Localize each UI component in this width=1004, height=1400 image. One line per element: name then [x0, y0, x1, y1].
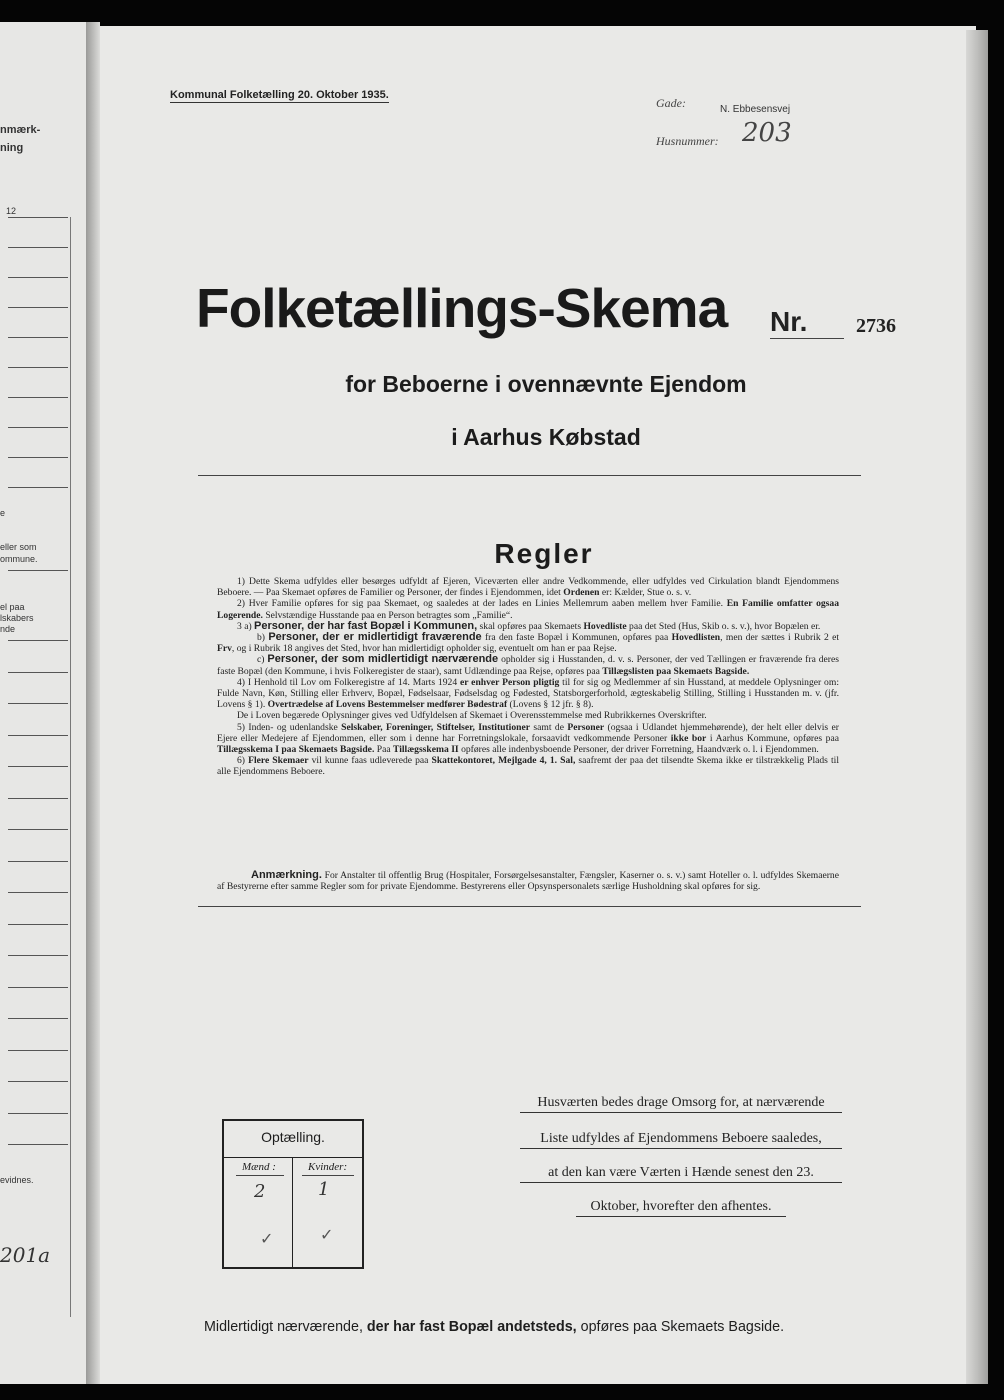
- left-rule: [8, 457, 68, 458]
- rule-4: 4) I Henhold til Lov om Folkeregistre af 14. Marts 1924 er enhver Person pligtig til for sig og Medlemmer af sin Husstand, at meddele Oplysninger om: Fulde Navn, Køn, Stilling eller Erhverv, Bopæl, Fødselsaar, Fødselsdag og Fødested, Statsborgerforhold, ægteskabelig Stilling, Stilling i Husstanden m. v. (jfr. Lovens § 1). Overtrædelse af Lovens Bestemmelser medfører Bødestraf (Lovens § 12 jfr. § 8).: [217, 676, 839, 711]
- left-rule: [8, 570, 68, 571]
- rule-1: 1) Dette Skema udfyldes eller besørges udfyldt af Ejeren, Viceværten eller andre Vedkommende, eller udfyldes ved Cirkulation blandt Ejendommens Beboere. — Paa Skemaet opføres de Familier og Personer, der findes i Ejendommen, idet Ordenen er: Kælder, Stue o. s. v.: [217, 576, 839, 599]
- form-number: 2736: [856, 315, 896, 337]
- left-column-line: [70, 217, 71, 1317]
- husnummer-label: Husnummer:: [656, 134, 719, 148]
- left-rule: [8, 487, 68, 488]
- gade-label: Gade:: [656, 96, 686, 110]
- left-rule: [8, 1081, 68, 1082]
- rule-3a: 3 a) Personer, der har fast Bopæl i Kommunen, skal opføres paa Skemaets Hovedliste paa det Sted (Hus, Skib o. s. v.), hvor Bopælen er.: [237, 619, 821, 632]
- left-rule: [8, 955, 68, 956]
- left-fragment: nmærk-: [0, 124, 41, 136]
- left-rule: [8, 397, 68, 398]
- census-header: Kommunal Folketælling 20. Oktober 1935.: [170, 89, 389, 101]
- left-rule: [8, 247, 68, 248]
- page-edge: [966, 30, 988, 1384]
- form-title: Folketællings-Skema: [196, 277, 728, 339]
- left-rule: [8, 987, 68, 988]
- left-fragment: el paa: [0, 602, 25, 612]
- left-fragment: e: [0, 508, 6, 518]
- maend-label: Mænd :: [242, 1161, 276, 1173]
- rule-4-note: De i Loven begærede Oplysninger gives ved Udfyldelsen af Skemaet i Overensstemmelse med Rubrikkernes Overskrifter.: [237, 710, 707, 722]
- left-rule: [8, 277, 68, 278]
- husnummer-value: 203: [742, 118, 792, 148]
- left-rule: [8, 367, 68, 368]
- left-fragment: ommune.: [0, 554, 38, 564]
- optaelling-divider: [292, 1157, 293, 1267]
- left-rule: [8, 829, 68, 830]
- book-gutter: [86, 22, 100, 1384]
- kvinder-label: Kvinder:: [308, 1161, 348, 1173]
- rule-2: 2) Hver Familie opføres for sig paa Skemaet, og saaledes at der lades en Linies Mellemrum aaben mellem hver Familie. En Familie omfatter ogsaa Logerende. Selvstændige Husstande paa en Person betragtes som „Familie“.: [217, 598, 839, 621]
- left-fragment: evidnes.: [0, 1175, 34, 1185]
- left-fragment: eller som: [0, 542, 37, 552]
- rule-3b: b) Personer, der er midlertidigt fraværende fra den faste Bopæl i Kommunen, opføres paa Hovedlisten, men der sættes i Rubrik 2 et Frv, og i Rubrik 18 angives det Sted, hvor han midlertidigt opholder sig, eventuelt om han er paa Rejse.: [217, 631, 840, 655]
- left-rule: [8, 924, 68, 925]
- left-rule: [8, 766, 68, 767]
- form-subtitle-city: i Aarhus Købstad: [451, 424, 641, 450]
- left-fragment: ning: [0, 142, 24, 154]
- left-rule: [8, 703, 68, 704]
- rules-text: [217, 576, 839, 778]
- rule-5: 5) Inden- og udenlandske Selskaber, Foreninger, Stiftelser, Institutioner samt de Personer (ogsaa i Udlandet hjemmehørende), der helt eller delvis er Ejere eller Medejere af Ejendommen, eller som i denne har Forretningslokale, forsaavidt vedkommende Personer ikke bor i Aarhus Kommune, opføres paa Tillægsskema I paa Skemaets Bagside. Paa Tillægsskema II opføres alle indenbysboende Personer, der driver Forretning, Haandværk o. l. i Ejendommen.: [217, 721, 839, 756]
- census-form-page: [100, 26, 976, 1384]
- left-rule: [8, 337, 68, 338]
- left-rule: [8, 217, 68, 218]
- form-number-label: Nr.: [770, 306, 808, 337]
- left-fragment: lskabers: [0, 613, 34, 623]
- maend-underline: [236, 1175, 284, 1176]
- left-rule: [8, 1018, 68, 1019]
- left-rule: [8, 307, 68, 308]
- left-handwriting: 201a: [0, 1243, 51, 1267]
- footer-note: Midlertidigt nærværende, der har fast Bopæl andetsteds, opføres paa Skemaets Bagside.: [204, 1319, 785, 1335]
- notice-line-2: Liste udfyldes af Ejendommens Beboere saaledes,: [520, 1131, 842, 1149]
- optaelling-box: [222, 1119, 364, 1269]
- left-fragment: 12: [6, 206, 17, 216]
- optaelling-title: Optælling.: [261, 1129, 325, 1145]
- gade-value: N. Ebbesensvej: [720, 104, 791, 115]
- rule-3c: c) Personer, der som midlertidigt nærværende opholder sig i Husstanden, d. v. s. Personer, der ved Tællingen er fraværende fra deres faste Bopæl (den Kommune, i hvis Folkeregister de staar), samt Udlændinge paa Rejse, opføres paa Tillægslisten paa Skemaets Bagside.: [217, 653, 839, 677]
- left-rule: [8, 1050, 68, 1051]
- left-rule: [8, 427, 68, 428]
- notice-line-4: Oktober, hvorefter den afhentes.: [576, 1199, 786, 1217]
- kvinder-checkmark: ✓: [320, 1225, 334, 1244]
- left-fragment: nde: [0, 624, 16, 634]
- left-rule: [8, 1113, 68, 1114]
- left-rule: [8, 1144, 68, 1145]
- form-subtitle: for Beboerne i ovennævnte Ejendom: [345, 371, 747, 397]
- form-number-underline: [770, 338, 844, 339]
- adjacent-page-fragment: [0, 22, 88, 1384]
- rule-6: 6) Flere Skemaer vil kunne faas udleverede paa Skattekontoret, Mejlgade 4, 1. Sal, saafremt der paa det tilsendte Skema ikke er tilstrækkelig Plads til alle Ejendommens Beboere.: [217, 755, 839, 778]
- left-rule: [8, 672, 68, 673]
- kvinder-count: 1: [318, 1179, 330, 1200]
- left-rule: [8, 798, 68, 799]
- divider-line: [198, 475, 861, 476]
- left-rule: [8, 640, 68, 641]
- optaelling-rule: [224, 1157, 362, 1158]
- left-rule: [8, 892, 68, 893]
- notice-line-1: Husværten bedes drage Omsorg for, at nærværende: [520, 1095, 842, 1113]
- maend-count: 2: [254, 1181, 266, 1202]
- rules-heading: Regler: [494, 538, 594, 569]
- anmaerkning-note: Anmærkning. For Anstalter til offentlig Brug (Hospitaler, Forsørgelsesanstalter, Fængsler, Kaserner o. s. v.) samt Hoteller o. l. udfyldes Skemaerne af Bestyrerne efter samme Regler som for private Ejendomme. Bestyrerens eller Opsynspersonalets særlige Husholdning skal opføres for sig.: [217, 869, 839, 893]
- maend-checkmark: ✓: [260, 1229, 274, 1248]
- divider-line: [198, 906, 861, 907]
- notice-line-3: at den kan være Værten i Hænde senest den 23.: [520, 1165, 842, 1183]
- left-rule: [8, 861, 68, 862]
- left-rule: [8, 735, 68, 736]
- kvinder-underline: [302, 1175, 354, 1176]
